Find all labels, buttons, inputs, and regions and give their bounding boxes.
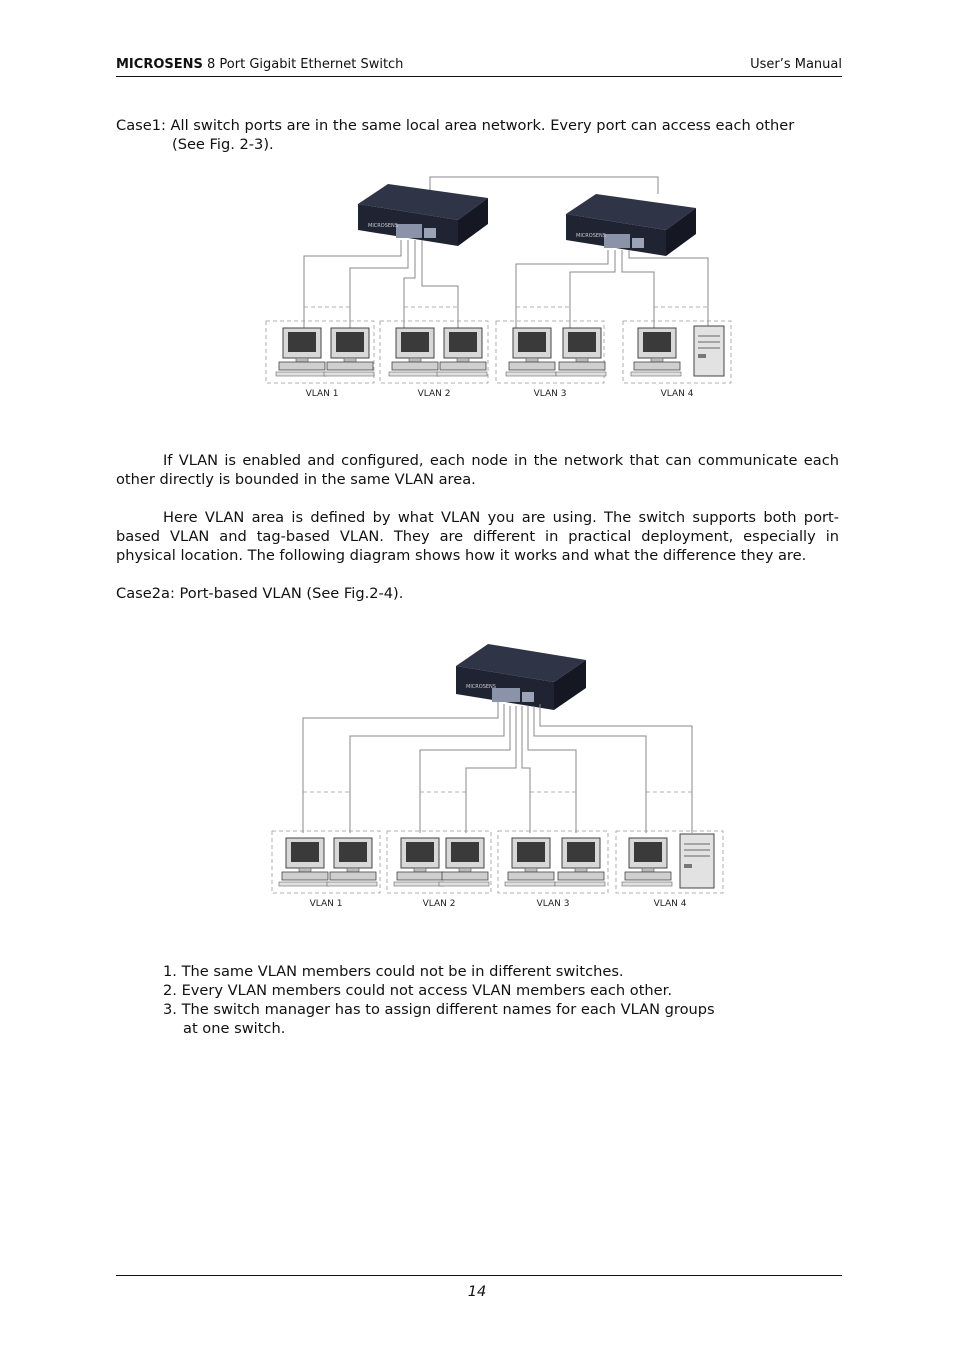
computer-icon xyxy=(555,838,605,886)
switch-icon-left xyxy=(358,184,488,246)
switch-label-right: MICROSENS xyxy=(576,233,606,239)
header-rule xyxy=(116,76,842,77)
case2a-heading: Case2a: Port-based VLAN (See Fig.2-4). xyxy=(116,585,404,602)
paragraph-vlan-enabled: If VLAN is enabled and configured, each node in the network that can communicate each other directly is bounded in the same VLAN area. xyxy=(116,452,839,488)
list-item: 3. The switch manager has to assign different names for each VLAN groups xyxy=(163,1001,715,1018)
computer-icon xyxy=(394,838,444,886)
computer-icon xyxy=(556,328,606,376)
switch-label-left: MICROSENS xyxy=(368,223,398,229)
list-item: 1. The same VLAN members could not be in different switches. xyxy=(163,963,624,980)
vlan-label: VLAN 3 xyxy=(536,899,570,909)
computer-icon xyxy=(389,328,439,376)
server-icon xyxy=(680,834,714,888)
figure-port-based-vlan xyxy=(266,640,732,912)
computer-icon xyxy=(622,838,672,886)
vlan-label: VLAN 4 xyxy=(653,899,687,909)
computer-icon xyxy=(506,328,556,376)
switch-icon-right xyxy=(566,194,696,256)
list-item-continuation: at one switch. xyxy=(183,1020,286,1037)
computer-icon xyxy=(437,328,487,376)
vlan-label: VLAN 2 xyxy=(417,389,451,399)
computer-icon xyxy=(439,838,489,886)
paragraph-vlan-area: Here VLAN area is defined by what VLAN you are using. The switch supports both port-based VLAN and tag-based VLAN. They are different in practical deployment, especially in physical location. The following diagram shows how it works and what the difference they are. xyxy=(116,509,839,564)
vlan-label: VLAN 3 xyxy=(533,389,567,399)
computer-icon xyxy=(276,328,326,376)
vlan-label: VLAN 1 xyxy=(309,899,343,909)
switch-label: MICROSENS xyxy=(466,684,496,690)
running-header-left xyxy=(116,57,403,72)
case1-line2: (See Fig. 2-3). xyxy=(172,136,274,153)
computer-icon xyxy=(631,328,681,376)
computer-icon xyxy=(327,838,377,886)
computer-icon xyxy=(279,838,329,886)
vlan-label: VLAN 1 xyxy=(305,389,339,399)
server-icon xyxy=(694,326,724,376)
vlan-label: VLAN 4 xyxy=(660,389,694,399)
figure-vlan-two-switches xyxy=(258,168,738,404)
running-header-right: User’s Manual xyxy=(750,57,842,72)
vlan-label: VLAN 2 xyxy=(422,899,456,909)
case1-line1: Case1: All switch ports are in the same local area network. Every port can access each other xyxy=(116,117,795,134)
list-item: 2. Every VLAN members could not access VLAN members each other. xyxy=(163,982,672,999)
footer-rule xyxy=(116,1275,842,1276)
brand-name: MICROSENS xyxy=(116,57,203,72)
switch-icon xyxy=(456,644,586,710)
product-name: 8 Port Gigabit Ethernet Switch xyxy=(202,57,404,72)
computer-icon xyxy=(324,328,374,376)
computer-icon xyxy=(505,838,555,886)
page-number: 14 xyxy=(467,1283,487,1300)
